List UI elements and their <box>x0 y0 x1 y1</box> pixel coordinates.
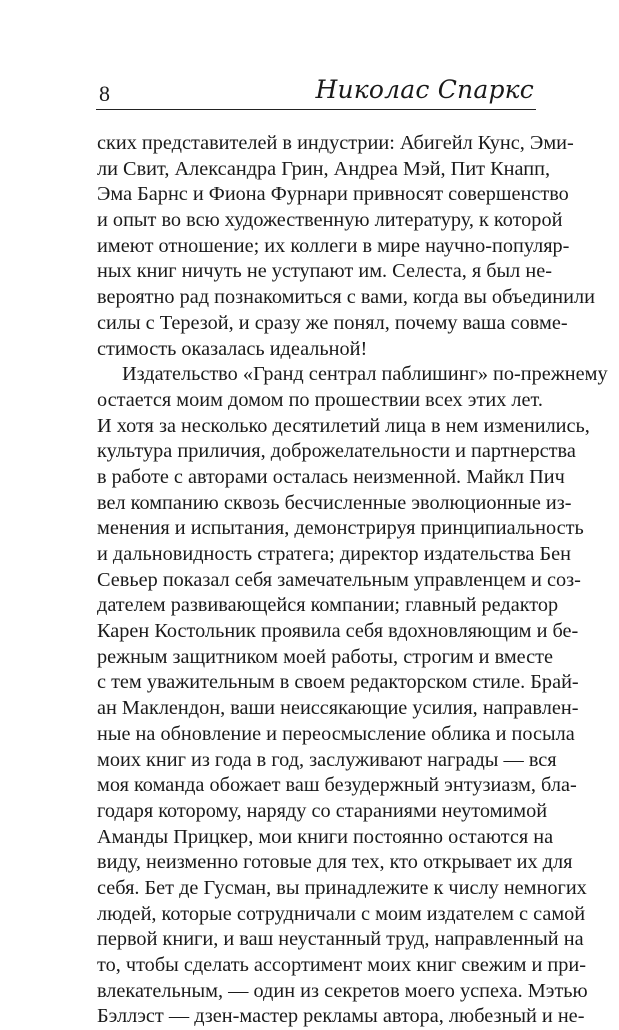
text-line: влекательным, — один из секретов моего успеха. Мэтью <box>97 979 588 1002</box>
text-line: Аманды Прицкер, мои книги постоянно остаются на <box>97 825 554 848</box>
text-line: Севьер показал себя замечательным управленцем и соз- <box>97 568 581 591</box>
text-line: Издательство «Гранд сентрал паблишинг» по-прежнему <box>122 363 608 386</box>
text-line: Бэллэст — дзен-мастер рекламы автора, любезный и не- <box>97 1005 585 1028</box>
text-line: культура приличия, доброжелательности и партнерства <box>97 440 576 463</box>
body-text <box>97 131 608 1030</box>
text-line: вероятно рад познакомиться с вами, когда вы объединили <box>97 286 595 309</box>
text-line: то, чтобы сделать ассортимент моих книг свежим и при- <box>97 954 587 976</box>
text-line: виду, неизменно готовые для тех, кто открывает их для <box>97 851 573 874</box>
text-line: людей, которые сотрудничали с моим издателем с самой <box>97 902 586 925</box>
text-line: ные на обновление и переосмысление облика и посыла <box>97 722 575 745</box>
running-title-author: Николас Спаркс <box>315 75 534 104</box>
text-line: имеют отношение; их коллеги в мире научно-популяр- <box>97 234 570 257</box>
text-line: режным защитником моей работы, строгим и вместе <box>97 645 554 668</box>
text-line: силы с Терезой, и сразу же понял, почему ваша совме- <box>97 311 568 334</box>
text-line: дателем развивающейся компании; главный редактор <box>97 594 559 617</box>
text-line: Карен Костольник проявила себя вдохновляющим и бе- <box>97 620 579 643</box>
text-line: стимость оказалась идеальной! <box>97 337 368 360</box>
text-line: и опыт во всю художественную литературу, к которой <box>97 209 563 232</box>
text-line: моя команда обожает ваш безудержный энтузиазм, бла- <box>97 774 577 797</box>
paragraph-1 <box>97 131 595 362</box>
text-line: Эма Барнс и Фиона Фурнари привносят совершенство <box>97 183 569 206</box>
text-line: ных книг ничуть не уступают им. Селеста, я был не- <box>97 260 552 283</box>
text-line: менения и испытания, демонстрируя принципиальность <box>97 517 584 540</box>
text-line: себя. Бет де Гусман, вы принадлежите к числу немногих <box>97 876 587 899</box>
text-line: в работе с авторами осталась неизменной. Майкл Пич <box>97 465 565 488</box>
text-line: ан Маклендон, ваши неиссякающие усилия, направлен- <box>97 697 579 720</box>
running-header <box>96 72 536 110</box>
header-rule <box>96 109 536 110</box>
paragraph-2 <box>97 362 608 1030</box>
text-line: ли Свит, Александра Грин, Андреа Мэй, Пит Кнапп, <box>97 157 551 180</box>
page-number: 8 <box>99 81 110 106</box>
text-line: остается моим домом по прошествии всех этих лет. <box>97 388 543 411</box>
text-line: первой книги, и ваш неустанный труд, направленный на <box>97 928 584 951</box>
text-line: годаря которому, наряду со стараниями неутомимой <box>97 799 548 822</box>
text-line: И хотя за несколько десятилетий лица в нем изменились, <box>97 414 590 437</box>
text-line: и дальновидность стратега; директор издательства Бен <box>97 543 571 565</box>
text-line: с тем уважительным в своем редакторском стиле. Брай- <box>97 671 579 694</box>
text-line: моих книг из года в год, заслуживают награды — вся <box>97 748 557 771</box>
text-line: ских представителей в индустрии: Абигейл Кунс, Эми- <box>97 132 574 154</box>
text-line: вел компанию сквозь бесчисленные эволюционные из- <box>97 491 572 514</box>
